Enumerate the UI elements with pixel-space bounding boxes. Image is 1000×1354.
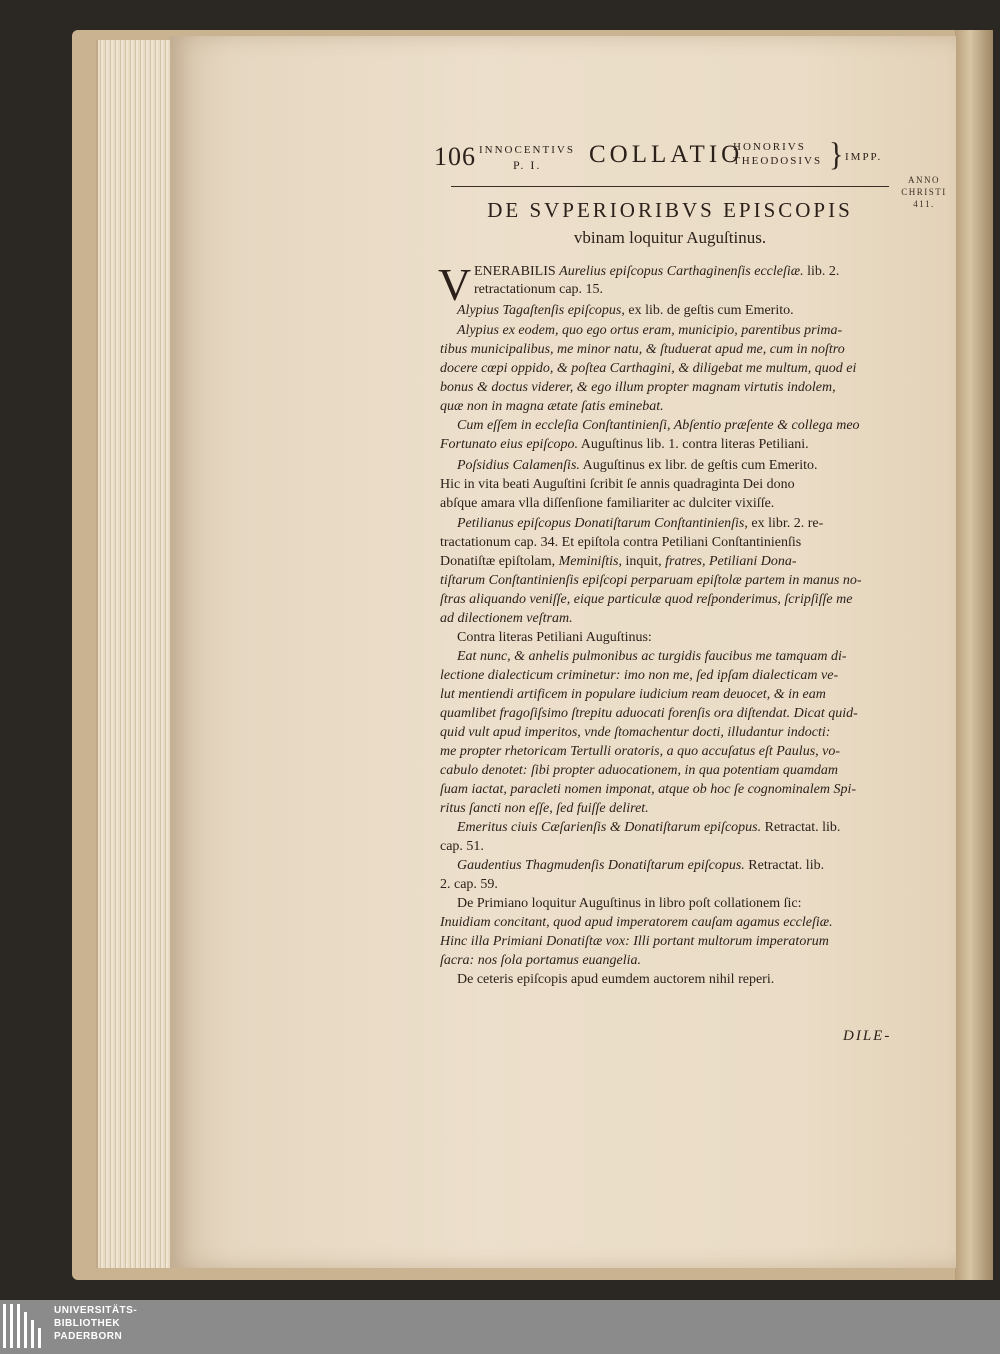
footer-bar xyxy=(0,1300,1000,1354)
text-line: ſacra: nos ſola portamus euangelia. xyxy=(440,953,642,968)
running-head-title: COLLATIO xyxy=(589,141,744,168)
text-line: lectione dialecticum criminetur: imo non me, ſed ipſam dialecticam ve- xyxy=(440,668,839,683)
text-line: ritus ſancti non eſſe, ſed fuiſſe deliret. xyxy=(440,801,649,816)
text-line: abſque amara vlla diſſenſione familiariter ac dulciter vixiſſe. xyxy=(440,496,775,511)
margin-note-anno: ANNO xyxy=(908,175,940,185)
section-subtitle: vbinam loquitur Auguſtinus. xyxy=(573,228,767,247)
header-rule xyxy=(451,186,889,187)
text-line: me propter rhetoricam Tertulli oratoris, a quo accuſatus eſt Paulus, vo- xyxy=(440,744,841,759)
text-line: Alypius ex eodem, quo ego ortus eram, municipio, parentibus prima- xyxy=(457,323,843,338)
text-line: tractationum cap. 34. Et epiſtola contra Petiliani Conſtantinienſis xyxy=(440,535,802,550)
library-logo-icon xyxy=(0,1302,50,1352)
text-line: Cum eſſem in eccleſia Conſtantinienſi, Abſentio præſente & collega meo xyxy=(457,418,860,433)
text-line: bonus & doctus viderer, & ego illum propter magnam virtutis indolem, xyxy=(440,380,836,395)
text-line: quamlibet fragoſiſsimo ſtrepitu aduocati forenſis ora diſtendat. Dicat quid- xyxy=(440,706,858,721)
text-line: Gaudentius Thagmudenſis Donatiſtarum epiſcopus. Retractat. lib. xyxy=(457,858,825,873)
text-line: tiſtarum Conſtantinienſis epiſcopi perparuam epiſtolæ partem in manus no- xyxy=(440,573,862,588)
text-line: Poſsidius Calamenſis. Auguſtinus ex libr. de geſtis cum Emerito. xyxy=(457,458,818,473)
text-line: Alypius Tagaſtenſis epiſcopus, ex lib. de geſtis cum Emerito. xyxy=(457,303,794,318)
text-line: Donatiſtæ epiſtolam, Meminiſtis, inquit, fratres, Petiliani Dona- xyxy=(440,554,797,569)
section-title: DE SVPERIORIBVS EPISCOPIS xyxy=(487,198,853,222)
text-line: Emeritus ciuis Cæſarienſis & Donatiſtarum epiſcopus. Retractat. lib. xyxy=(457,820,841,835)
text-line: De ceteris epiſcopis apud eumdem auctorem nihil reperi. xyxy=(457,972,775,987)
catchword: DILE- xyxy=(843,1028,892,1044)
text-line: tibus municipalibus, me minor natu, & ſtuduerat apud me, cum in noſtro xyxy=(440,342,845,357)
right-cover-edge xyxy=(955,30,993,1280)
running-head-impp: IMPP. xyxy=(845,151,883,163)
running-head-emperor-2: THEODOSIVS xyxy=(733,155,823,167)
text-line: quid vult apud imperitos, vnde ſtomachentur docti, illudantur indocti: xyxy=(440,725,831,740)
text-line: ſuam iactat, paracleti nomen imponat, atque ob hoc ſe cognominalem Spi- xyxy=(440,782,857,797)
page-edges xyxy=(96,40,178,1268)
text-line: De Primiano loquitur Auguſtinus in libro poſt collationem ſic: xyxy=(457,896,802,911)
header-brace: } xyxy=(829,136,844,173)
text-line: cabulo denotet: ſibi propter aduocationem, in qua potentiam quamdam xyxy=(440,763,839,778)
running-head-pope-number: P. I. xyxy=(513,158,542,172)
library-name-line-3: PADERBORN xyxy=(54,1331,123,1342)
library-name-line-2: BIBLIOTHEK xyxy=(54,1318,121,1329)
text-line: Petilianus epiſcopus Donatiſtarum Conſtantinienſis, ex libr. 2. re- xyxy=(457,516,824,531)
text-line: Eat nunc, & anhelis pulmonibus ac turgidis faucibus me tamquam di- xyxy=(457,649,847,664)
running-head-emperor-1: HONORIVS xyxy=(733,141,806,153)
text-line: ad dilectionem veſtram. xyxy=(440,611,573,626)
margin-note-christi: CHRISTI xyxy=(901,187,947,197)
text-line: ENERABILIS Aurelius epiſcopus Carthaginenſis eccleſiæ. lib. 2. xyxy=(474,264,840,279)
text-line: docere cœpi oppido, & poſtea Carthagini, & diligebat me multum, quod ei xyxy=(440,361,857,376)
text-line: retractationum cap. 15. xyxy=(474,282,604,297)
text-line: ſtras aliquando veniſſe, eique particulæ quod reſponderimus, ſcripſiſſe me xyxy=(440,592,853,607)
text-line: 2. cap. 59. xyxy=(440,877,498,892)
text-line: Fortunato eius epiſcopo. Auguſtinus lib. 1. contra literas Petiliani. xyxy=(440,437,809,452)
text-line: Contra literas Petiliani Auguſtinus: xyxy=(457,630,652,645)
drop-cap: V xyxy=(438,259,472,310)
running-head-pope: INNOCENTIVS xyxy=(479,144,575,156)
text-line: Hic in vita beati Auguſtini ſcribit ſe annis quadraginta Dei dono xyxy=(440,477,795,492)
page-number: 106 xyxy=(434,142,476,171)
text-line: quæ non in magna ætate ſatis eminebat. xyxy=(440,399,664,414)
text-line: cap. 51. xyxy=(440,839,484,854)
text-line: Inuidiam concitant, quod apud imperatorem cauſam agamus eccleſiæ. xyxy=(440,915,833,930)
text-line: Hinc illa Primiani Donatiſtæ vox: Illi portant multorum imperatorum xyxy=(440,934,829,949)
margin-note-year: 411. xyxy=(913,199,935,209)
text-line: lut mentiendi artificem in populare iudicium ream deuocet, & in eam xyxy=(440,687,826,702)
library-name-line-1: UNIVERSITÄTS- xyxy=(54,1305,138,1316)
